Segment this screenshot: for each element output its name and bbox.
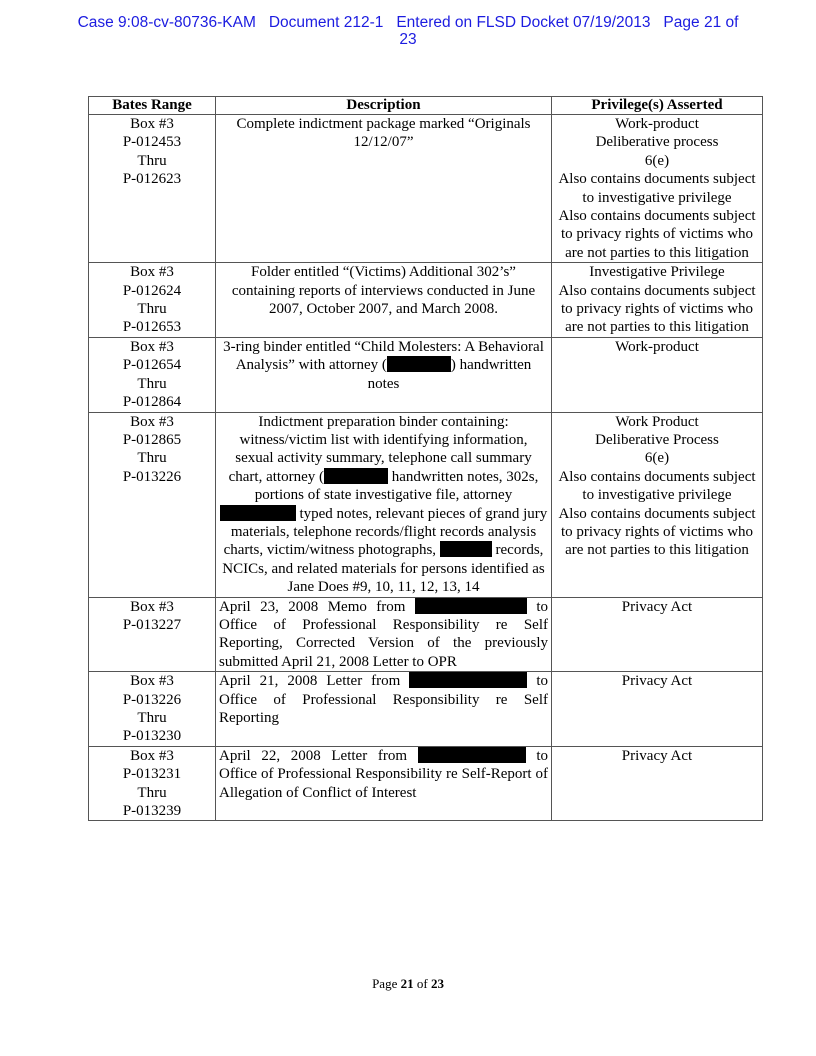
privilege-cell bbox=[552, 115, 763, 263]
bates-range-cell bbox=[89, 746, 216, 821]
description-text: to Office of Professional Responsibility re Self-Report of Allegation of Conflict of Interest bbox=[219, 747, 548, 801]
privilege-cell bbox=[552, 263, 763, 338]
table-header-row bbox=[89, 97, 763, 115]
bates-line: Box #3 bbox=[130, 747, 174, 764]
privilege-item: Privacy Act bbox=[621, 747, 693, 764]
bates-line: Thru bbox=[137, 375, 167, 392]
privilege-item: Work-product bbox=[615, 338, 699, 355]
bates-range-cell bbox=[89, 672, 216, 747]
description-text: April 21, 2008 Letter from bbox=[219, 673, 401, 690]
bates-line: P-012864 bbox=[122, 394, 182, 411]
privilege-item: Also contains documents subject to investigative privilege bbox=[558, 468, 756, 504]
bates-line: Box #3 bbox=[130, 116, 174, 132]
privilege-cell bbox=[552, 337, 763, 412]
bates-range-cell bbox=[89, 115, 216, 263]
privilege-item: Deliberative process bbox=[595, 134, 719, 151]
bates-line: Thru bbox=[137, 710, 167, 726]
description-cell bbox=[216, 115, 552, 263]
description-cell bbox=[216, 672, 552, 747]
redaction-block bbox=[409, 672, 527, 688]
table-row bbox=[89, 115, 763, 263]
bates-line: Thru bbox=[137, 450, 167, 467]
table-row bbox=[89, 597, 763, 672]
description-text: records, NCICs, and related materials for persons identified as Jane Does #9, 10, 11, 12, 13, 14 bbox=[222, 542, 545, 596]
description-text: April 22, 2008 Letter from bbox=[219, 747, 408, 764]
bates-line: Thru bbox=[137, 301, 167, 318]
table-row bbox=[89, 746, 763, 821]
table-row bbox=[89, 337, 763, 412]
bates-line: Box #3 bbox=[130, 413, 174, 430]
privilege-cell bbox=[552, 597, 763, 672]
bates-line: P-012453 bbox=[122, 134, 182, 151]
bates-range-cell bbox=[89, 597, 216, 672]
description-cell bbox=[216, 412, 552, 597]
bates-line: P-013226 bbox=[122, 468, 182, 485]
description-text: to Office of Professional Responsibility re Self Reporting, Corrected Version of the previously submitted April 21, 2008 Letter to OPR bbox=[219, 598, 549, 670]
bates-range-cell bbox=[89, 337, 216, 412]
description-text: Folder entitled “(Victims) Additional 302’s” containing reports of interviews conducted in June 2007, October 2007, and March 2008. bbox=[231, 264, 536, 318]
privilege-item: 6(e) bbox=[644, 152, 670, 169]
privilege-log-table bbox=[88, 96, 763, 821]
table-row bbox=[89, 412, 763, 597]
description-text: Complete indictment package marked “Originals 12/12/07” bbox=[236, 116, 531, 151]
case-header bbox=[0, 14, 816, 48]
description-cell bbox=[216, 337, 552, 412]
privilege-item: Work Product bbox=[615, 413, 699, 430]
redaction-block bbox=[220, 505, 296, 521]
bates-line: P-013226 bbox=[122, 691, 182, 708]
privilege-item: Privacy Act bbox=[621, 598, 693, 615]
privilege-cell bbox=[552, 412, 763, 597]
redaction-block bbox=[324, 468, 388, 484]
privilege-item: Also contains documents subject to investigative privilege bbox=[558, 171, 756, 206]
bates-line: P-012654 bbox=[122, 357, 182, 374]
privilege-item: Privacy Act bbox=[621, 673, 693, 690]
redaction-block bbox=[387, 356, 451, 372]
bates-line: Thru bbox=[137, 152, 167, 169]
privilege-item: Investigative Privilege bbox=[589, 264, 725, 281]
bates-line: P-012653 bbox=[122, 319, 182, 336]
case-header-line-continued: 23 bbox=[399, 31, 417, 48]
privilege-item: Work-product bbox=[615, 116, 699, 132]
redaction-block bbox=[440, 541, 492, 557]
description-text: April 23, 2008 Memo from bbox=[219, 598, 406, 615]
column-header-privileges: Privilege(s) Asserted bbox=[552, 97, 763, 115]
privilege-item: Also contains documents subject to privacy rights of victims who are not parties to this litigation bbox=[558, 282, 756, 336]
bates-range-cell bbox=[89, 263, 216, 338]
bates-line: P-012624 bbox=[122, 282, 182, 299]
redaction-block bbox=[418, 747, 526, 763]
redaction-block bbox=[415, 598, 527, 614]
privilege-item: Deliberative Process bbox=[595, 431, 719, 448]
bates-line: P-013230 bbox=[122, 728, 182, 745]
table-row bbox=[89, 263, 763, 338]
description-text: handwritten notes, 302s, portions of state investigative file, attorney bbox=[254, 468, 539, 504]
description-text: to Office of Professional Responsibility re Self Reporting bbox=[219, 673, 549, 726]
description-text: ) handwritten notes bbox=[367, 357, 532, 392]
bates-line: P-013239 bbox=[122, 803, 182, 820]
page-label: Page bbox=[372, 976, 401, 991]
bates-line: Box #3 bbox=[130, 598, 174, 615]
privilege-item: 6(e) bbox=[644, 450, 670, 467]
description-cell bbox=[216, 746, 552, 821]
bates-line: Box #3 bbox=[130, 338, 174, 355]
description-cell bbox=[216, 597, 552, 672]
bates-line: Box #3 bbox=[130, 264, 174, 281]
bates-line: P-012865 bbox=[122, 431, 182, 448]
page-total: 23 bbox=[430, 976, 444, 991]
table-row bbox=[89, 672, 763, 747]
bates-range-cell bbox=[89, 412, 216, 597]
privilege-item: Also contains documents subject to privacy rights of victims who are not parties to this litigation bbox=[558, 505, 756, 559]
case-header-line: Case 9:08-cv-80736-KAM Document 212-1 Entered on FLSD Docket 07/19/2013 Page 21 of bbox=[77, 14, 739, 31]
page-number: 21 bbox=[400, 976, 414, 991]
description-cell bbox=[216, 263, 552, 338]
bates-line: Thru bbox=[137, 784, 167, 801]
description-text: Indictment preparation binder containing: witness/victim list with identifying information, sexual activity summary, telephone call summary chart, attorney ( bbox=[228, 413, 532, 485]
privilege-item: Also contains documents subject to privacy rights of victims who are not parties to this litigation bbox=[558, 208, 756, 261]
privilege-cell bbox=[552, 746, 763, 821]
bates-line: P-013227 bbox=[122, 616, 182, 633]
description-text: 3-ring binder entitled “Child Molesters: A Behavioral Analysis” with attorney ( bbox=[223, 338, 544, 374]
page-footer bbox=[0, 976, 816, 992]
bates-line: P-012623 bbox=[122, 171, 182, 188]
column-header-description: Description bbox=[216, 97, 552, 115]
column-header-bates: Bates Range bbox=[89, 97, 216, 115]
description-text: typed notes, relevant pieces of grand jury materials, telephone records/flight records analysis charts, victim/witness photographs, bbox=[223, 505, 548, 559]
bates-line: Box #3 bbox=[130, 673, 174, 690]
page-of-label: of bbox=[413, 976, 431, 991]
bates-line: P-013231 bbox=[122, 766, 182, 783]
privilege-cell bbox=[552, 672, 763, 747]
